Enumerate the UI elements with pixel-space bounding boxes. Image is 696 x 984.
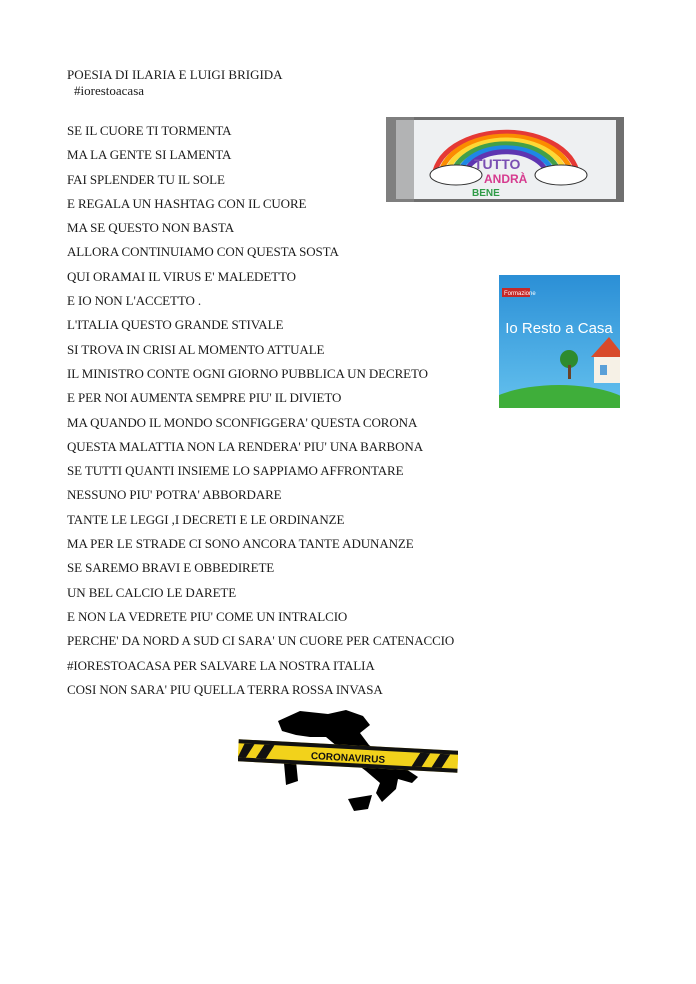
poem-line: ALLORA CONTINUIAMO CON QUESTA SOSTA — [67, 244, 339, 260]
poem-line: E REGALA UN HASHTAG CON IL CUORE — [67, 195, 307, 211]
italy-coronavirus-image — [238, 707, 458, 815]
rainbow-text-2: ANDRÀ — [484, 172, 528, 186]
poem-title: POESIA DI ILARIA E LUIGI BRIGIDA — [67, 67, 283, 82]
poem-line: L'ITALIA QUESTO GRANDE STIVALE — [67, 317, 284, 333]
rainbow-text-1: TUTTO — [474, 156, 521, 172]
poem-line: SE SAREMO BRAVI E OBBEDIRETE — [67, 560, 275, 576]
poem-line: UN BEL CALCIO LE DARETE — [67, 584, 237, 600]
poem-line: E IO NON L'ACCETTO . — [67, 293, 202, 309]
poem-line: TANTE LE LEGGI ,I DECRETI E LE ORDINANZE — [67, 511, 345, 527]
poem-line: NESSUNO PIU' POTRA' ABBORDARE — [67, 487, 282, 503]
rainbow-text-3: BENE — [472, 188, 500, 199]
poem-line: SE IL CUORE TI TORMENTA — [67, 123, 232, 138]
poem-line: MA PER LE STRADE CI SONO ANCORA TANTE ADUNANZE — [67, 536, 414, 552]
hashtag: #iorestoacasa — [74, 83, 145, 98]
poem-line: QUESTA MALATTIA NON LA RENDERA' PIU' UNA BARBONA — [67, 438, 423, 454]
resto-logo-text: Formazione — [504, 291, 536, 297]
poem-line: MA QUANDO IL MONDO SCONFIGGERA' QUESTA CORONA — [67, 414, 418, 430]
poem-line: SI TROVA IN CRISI AL MOMENTO ATTUALE — [67, 341, 325, 357]
poem-line: PERCHE' DA NORD A SUD CI SARA' UN CUORE PER CATENACCIO — [67, 633, 455, 649]
poem-line: #IORESTOACASA PER SALVARE LA NOSTRA ITALIA — [67, 657, 375, 673]
poem-line: E PER NOI AUMENTA SEMPRE PIU' IL DIVIETO — [67, 390, 342, 406]
poem-line: QUI ORAMAI IL VIRUS E' MALEDETTO — [67, 268, 296, 284]
poem-line: MA SE QUESTO NON BASTA — [67, 220, 234, 236]
poem-line: COSI NON SARA' PIU QUELLA TERRA ROSSA INVASA — [67, 681, 383, 697]
coronavirus-tape-text: CORONAVIRUS — [310, 751, 386, 766]
resto-title: Io Resto a Casa — [505, 320, 613, 337]
poem-line: SE TUTTI QUANTI INSIEME LO SAPPIAMO AFFRONTARE — [67, 463, 404, 479]
io-resto-a-casa-image — [499, 275, 620, 408]
rainbow-drawing-image — [386, 117, 624, 202]
poem-line: FAI SPLENDER TU IL SOLE — [67, 171, 225, 187]
poem-line: E NON LA VEDRETE PIU' COME UN INTRALCIO — [67, 608, 348, 624]
poem-line: MA LA GENTE SI LAMENTA — [67, 147, 232, 163]
poem-body — [67, 122, 454, 705]
poem-header — [67, 67, 283, 99]
poem-line: IL MINISTRO CONTE OGNI GIORNO PUBBLICA UN DECRETO — [67, 365, 428, 381]
